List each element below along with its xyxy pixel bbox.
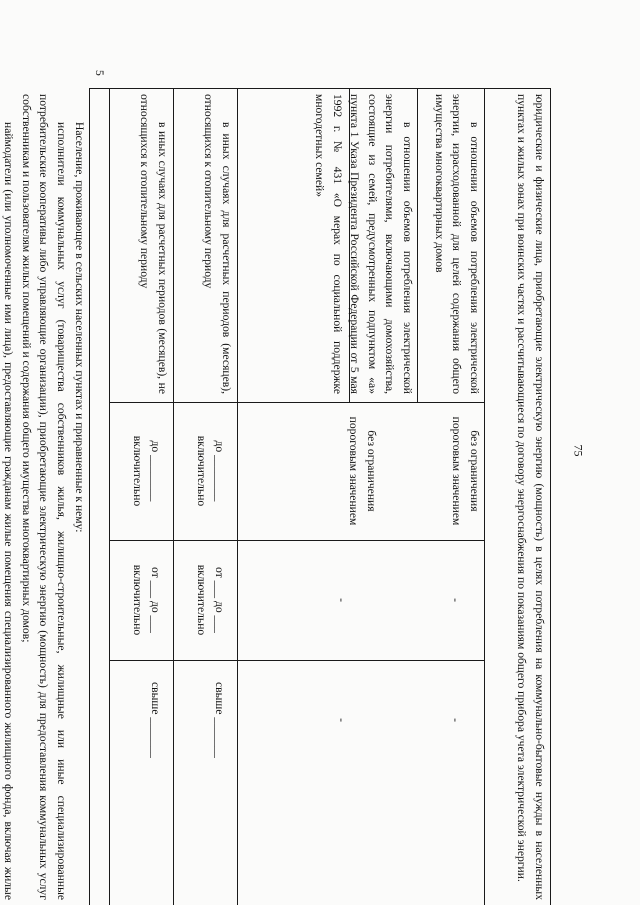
row3-col2-from: от bbox=[213, 567, 226, 578]
row4-col1: до ________ включительно bbox=[131, 435, 162, 507]
row4-col2: от ___ до ___ включительно bbox=[131, 564, 162, 636]
row3-col2: от ___ до ___ включительно bbox=[195, 564, 226, 636]
row2-col1: без ограничения пороговым значением bbox=[347, 416, 378, 526]
section5-heading: Население, проживающее в сельских населенных пунктах и приравненные к нему: bbox=[73, 122, 86, 533]
section5-paragraph-1: исполнители коммунальных услуг (товарищества собственников жилья, жилищно-строительные, жилищные или иные специализированные потребительские кооперативы либо управляющие организации), приобретающие электрическую энергию (мощность) для предоставления коммунальных услуг собственникам и пользователям жилых помещений и содержания общего имущества многоквартирных домов; bbox=[19, 94, 68, 900]
row1-col1: без ограничения пороговым значением bbox=[450, 416, 481, 526]
row4-col3-value: свыше bbox=[149, 682, 162, 715]
row3-col1-prefix: до bbox=[213, 440, 226, 453]
row4-col2-from: от bbox=[149, 567, 162, 578]
row-separator-1 bbox=[484, 88, 485, 905]
row3-col1: до ________ включительно bbox=[195, 435, 226, 507]
table-top-border bbox=[550, 88, 551, 905]
row2-col3: - bbox=[335, 718, 348, 722]
row3-col2-to: до bbox=[213, 600, 226, 613]
row4-col3: свыше _______ bbox=[149, 682, 162, 758]
row2-col2: - bbox=[335, 598, 348, 602]
row4-col1-prefix: до bbox=[149, 440, 162, 453]
row1-col3: - bbox=[449, 718, 462, 722]
col-border-c3 bbox=[110, 660, 485, 661]
row1-col2: - bbox=[449, 598, 462, 602]
top-row-text: юридические и физические лица, приобретающие электрическую энергию (мощность) в целях потребления на коммунально-бытовые нужды в населенных пунктах и жилых зонах при воинских частях и рассчитывающиеся по договору энергоснабжения по показаниям общего прибора учета электрической энергии. bbox=[515, 94, 546, 900]
row-separator-5 bbox=[173, 88, 174, 905]
row2-label: в отношении объемов потребления электрической энергии потребителями, включающими домохозяйства, состоящие из семей, предусмотренных подпунктом «а» пункта 1 Указа Президента Российской Федерации от 5 мая 1992 г. № 431 «О мерах по социальной поддержке многодетных семей» bbox=[313, 94, 414, 394]
row4-col1-suffix: включительно bbox=[131, 435, 145, 507]
section5-paragraph-2: наймодатели (или уполномоченные ими лица), предоставляющие гражданам жилые помещения специализированного жилищного фонда, включая жилые bbox=[2, 122, 15, 900]
row-separator-7 bbox=[89, 88, 90, 905]
page-number: 75 bbox=[571, 444, 586, 457]
row-separator-2 bbox=[417, 88, 418, 402]
col-border-left bbox=[89, 88, 551, 89]
row1-label: в отношении объемов потребления электрической энергии, израсходованной для целей содержания общего имущества многоквартирных домов bbox=[432, 94, 481, 394]
section5-number: 5 bbox=[93, 70, 106, 76]
row-separator-4 bbox=[237, 88, 238, 905]
row3-label: в иных случаях для расчетных периодов (месяцев), относящихся к отопительному периоду bbox=[202, 94, 233, 394]
row3-col3: свыше _______ bbox=[213, 682, 226, 758]
row4-col2-to: до bbox=[149, 600, 162, 613]
row3-col1-suffix: включительно bbox=[195, 435, 209, 507]
row3-col3-value: свыше bbox=[213, 682, 226, 715]
row4-col2-suffix: включительно bbox=[131, 564, 145, 636]
row4-label: в иных случаях для расчетных периодов (месяцев), не относящихся к отопительному периоду bbox=[138, 94, 169, 394]
col-border-c2 bbox=[110, 540, 485, 541]
row3-col2-suffix: включительно bbox=[195, 564, 209, 636]
col-border-c1 bbox=[110, 402, 485, 403]
row-separator-6 bbox=[109, 88, 110, 905]
